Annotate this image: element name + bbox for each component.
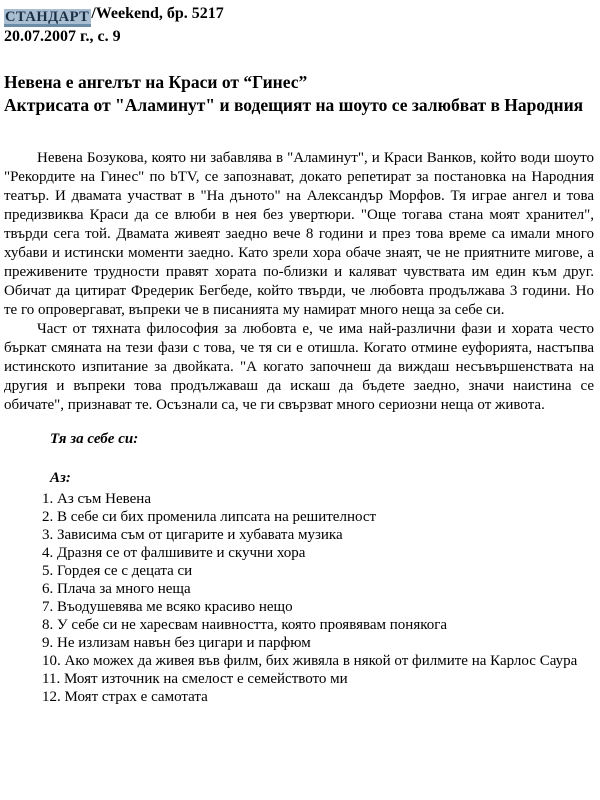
list-item-8: 8. У себе си не харесвам наивността, която проявявам понякога (42, 617, 448, 633)
list-item-11: 11. Моят източник на смелост е семейството ми (42, 671, 348, 687)
list-item-4: 4. Дразня се от фалшивите и скучни хора (42, 545, 306, 561)
list-item-6: 6. Плача за много неща (42, 581, 191, 597)
list-item-5: 5. Гордея се с децата си (42, 563, 193, 579)
masthead-dateline: 20.07.2007 г., с. 9 (4, 28, 121, 45)
article-title: Невена е ангелът на Краси от “Гинес” (4, 72, 308, 92)
standart-logo: СТАНДАРТ (5, 9, 90, 25)
article-paragraph-2: Част от тяхната философия за любовта е, че има най-различни фази и хората често бъркат смяната на тези фази с това, че тя си е отишла. Когато отмине еуфорията, настъпва истинското изпитание за двойката. "А когато започнеш да виждаш несъвършенствата на другия и въпреки това продължаваш да искаш да бъдете заедно, значи наистина се обичате", признават те. Осъзнали са, че ги свързват много сериозни неща от живота. (4, 321, 594, 413)
masthead (4, 4, 594, 47)
list-item-7: 7. Въодушевява ме всяко красиво нещо (42, 599, 293, 615)
article-subtitle: Актрисата от "Аламинут" и водещият на шоуто се залюбват в Народния (4, 95, 584, 115)
list-item-12: 12. Моят страх е самотата (42, 689, 208, 705)
list-item-1: 1. Аз съм Невена (42, 491, 151, 507)
self-description-list (4, 490, 594, 706)
section-heading: Тя за себе си: (50, 431, 139, 447)
list-item-10: 10. Ако можех да живея във филм, бих живяла в някой от филмите на Карлос Саура (42, 653, 578, 669)
list-item-9: 9. Не излизам навън без цигари и парфюм (42, 635, 311, 651)
list-item-2: 2. В себе си бих променила липсата на решителност (42, 509, 377, 525)
article-paragraph-1: Невена Бозукова, която ни забавлява в "Аламинут", и Краси Ванков, който води шоуто "Рекордите на Гинес" по bTV, се запознават, докато репетират за постановка на Народния театър. И двамата участват в "На дъното" на Александър Морфов. Тя играе ангел и това предизвиква Краси да се влюби в нея без увертюри. "Още тогава стана моят хранител", твърди сега той. Двамата живеят заедно вече 8 години и през това време са имали много хубави и истински моменти заедно. Като зрели хора обаче знаят, че не приятните мигове, а преживените трудности правят хората по-близки и каляват чувствата им един към друг. Обичат да цитират Фредерик Бегбеде, който твърди, че любовта продължава 3 години. Но те го опровергават, въпреки че в писанията му намират много неща за себе си. (4, 150, 594, 318)
section-subheading: Аз: (50, 470, 71, 486)
list-item-3: 3. Зависима съм от цигарите и хубавата музика (42, 527, 343, 543)
masthead-source: /Weekend, бр. 5217 (91, 5, 224, 22)
masthead-line (4, 4, 594, 27)
